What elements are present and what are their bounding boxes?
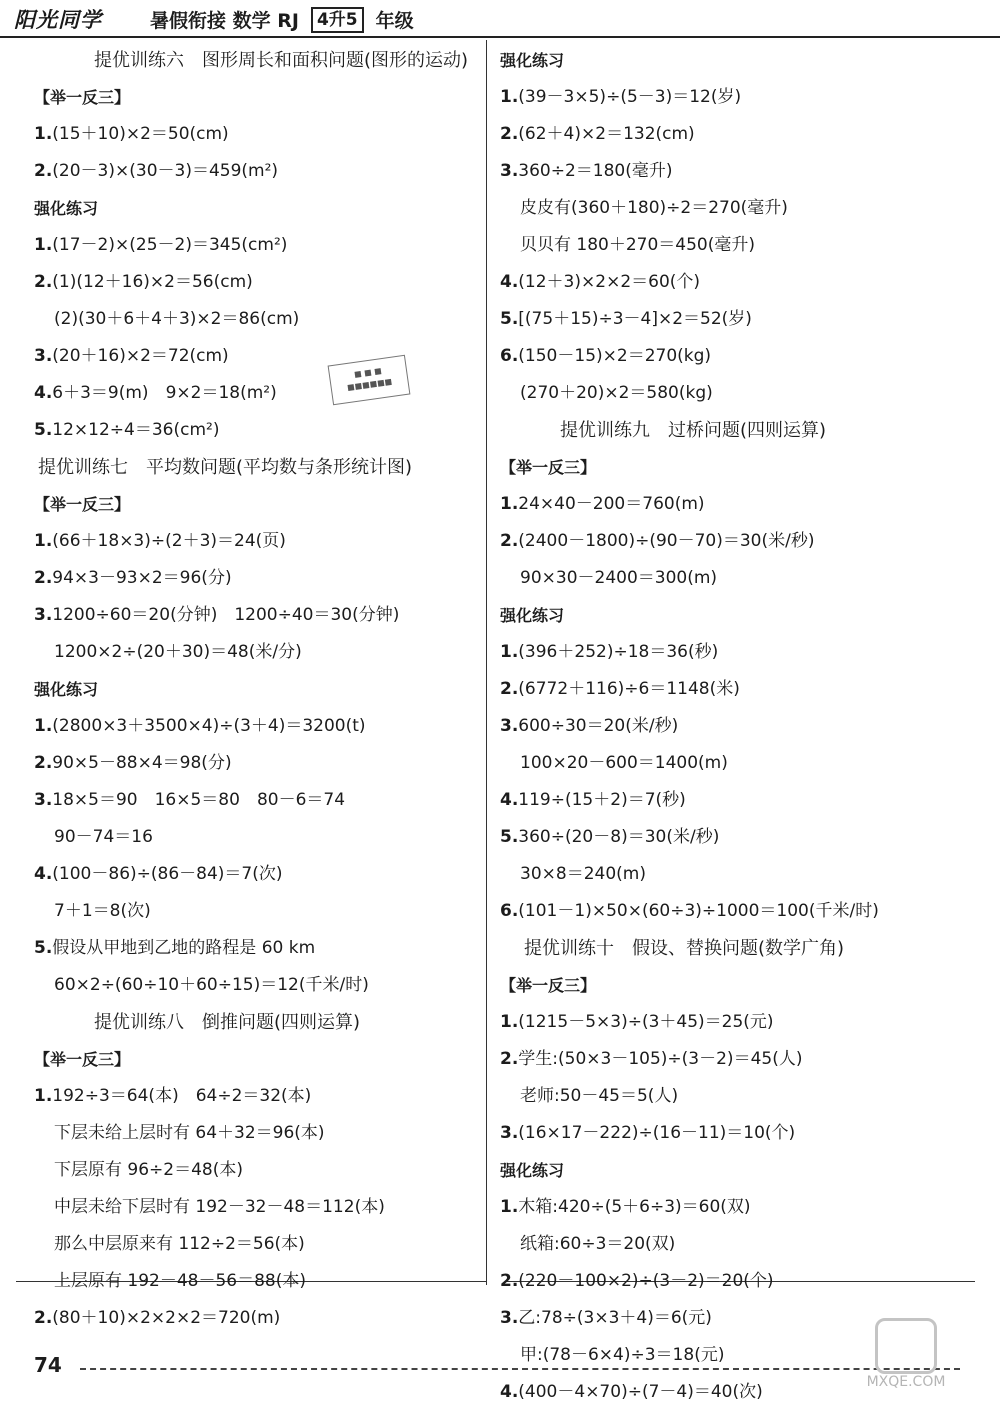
answer-continuation [34, 1226, 504, 1263]
line-text: 360÷2＝180(毫升) [518, 161, 673, 181]
answer-item [500, 523, 970, 560]
line-text: 强化练习 [34, 199, 99, 218]
answer-item [500, 1041, 970, 1078]
item-number: 2. [34, 568, 53, 588]
line-text: 强化练习 [500, 606, 565, 625]
item-number: 2. [500, 1271, 519, 1291]
item-number: 3. [500, 1308, 519, 1328]
answer-item [34, 1078, 504, 1115]
line-text: (150－15)×2＝270(kg) [518, 346, 712, 366]
line-text: 18×5＝90 16×5＝80 80－6＝74 [52, 790, 346, 810]
item-number: 5. [500, 827, 519, 847]
item-number: 1. [34, 124, 53, 144]
answer-item [500, 708, 970, 745]
line-text: 1200÷60＝20(分钟) 1200÷40＝30(分钟) [52, 605, 400, 625]
item-number: 3. [34, 605, 53, 625]
line-text: [(75＋15)÷3－4]×2＝52(岁) [518, 309, 752, 329]
subsection-label [500, 1152, 970, 1189]
section-heading [34, 42, 504, 79]
answer-item [500, 264, 970, 301]
line-text: (1)(12＋16)×2＝56(cm) [52, 272, 253, 292]
line-text: 老师:50－45＝5(人) [520, 1086, 679, 1106]
line-text: (80＋10)×2×2×2＝720(m) [52, 1308, 281, 1328]
item-number: 1. [34, 1086, 53, 1106]
answer-item [34, 745, 504, 782]
answer-continuation [500, 227, 970, 264]
line-text: 24×40－200＝760(m) [518, 494, 705, 514]
line-text: (220－100×2)÷(3－2)＝20(个) [518, 1271, 774, 1291]
answer-item [500, 1189, 970, 1226]
item-number: 5. [500, 309, 519, 329]
item-number: 4. [500, 272, 519, 292]
line-text: 【举一反三】 [500, 458, 597, 477]
answer-item [500, 338, 970, 375]
answer-item [500, 1263, 970, 1300]
line-text: 上层原有 192－48－56＝88(本) [54, 1271, 307, 1291]
line-text: 6＋3＝9(m) 9×2＝18(m²) [52, 383, 277, 403]
line-text: 强化练习 [500, 51, 565, 70]
brand-logo: 阳光同学 [14, 8, 102, 32]
answer-item [500, 153, 970, 190]
answer-item [34, 560, 504, 597]
item-number: 2. [500, 1049, 519, 1069]
header-title: 暑假衔接 数学 RJ [150, 10, 299, 32]
line-text: 12×12÷4＝36(cm²) [52, 420, 220, 440]
subsection-label [34, 79, 504, 116]
answer-item [34, 597, 504, 634]
answer-continuation [500, 745, 970, 782]
line-text: 94×3－93×2＝96(分) [52, 568, 232, 588]
item-number: 5. [34, 420, 53, 440]
line-text: 下层原有 96÷2＝48(本) [54, 1160, 243, 1180]
answer-item [34, 782, 504, 819]
answer-continuation [500, 375, 970, 412]
item-number: 2. [34, 1308, 53, 1328]
answer-item [34, 375, 504, 412]
line-text: 90×5－88×4＝98(分) [52, 753, 232, 773]
item-number: 3. [500, 716, 519, 736]
left-column [34, 42, 504, 1337]
answer-item [34, 930, 504, 967]
answer-item [34, 116, 504, 153]
answer-item [34, 708, 504, 745]
header-divider [0, 36, 1000, 38]
answer-item [500, 782, 970, 819]
item-number: 3. [34, 346, 53, 366]
line-text: (66＋18×3)÷(2＋3)＝24(页) [52, 531, 286, 551]
answer-item [500, 116, 970, 153]
subsection-label [34, 1041, 504, 1078]
watermark [826, 1318, 986, 1390]
section-heading [500, 412, 970, 449]
line-text: 提优训练九 过桥问题(四则运算) [560, 420, 827, 441]
item-number: 1. [500, 1197, 519, 1217]
line-text: 100×20－600＝1400(m) [520, 753, 728, 773]
subsection-label [500, 42, 970, 79]
answer-continuation [500, 560, 970, 597]
line-text: 【举一反三】 [34, 1050, 131, 1069]
answer-continuation [34, 301, 504, 338]
line-text: 木箱:420÷(5＋6÷3)＝60(双) [518, 1197, 751, 1217]
line-text: 强化练习 [500, 1161, 565, 1180]
subsection-label [500, 967, 970, 1004]
item-number: 4. [500, 790, 519, 810]
line-text: (101－1)×50×(60÷3)÷1000＝100(千米/时) [518, 901, 879, 921]
line-text: (62＋4)×2＝132(cm) [518, 124, 695, 144]
line-text: (15＋10)×2＝50(cm) [52, 124, 229, 144]
line-text: (17－2)×(25－2)＝345(cm²) [52, 235, 288, 255]
line-text: (2800×3＋3500×4)÷(3＋4)＝3200(t) [52, 716, 366, 736]
line-text: 提优训练七 平均数问题(平均数与条形统计图) [38, 457, 413, 478]
answer-item [34, 523, 504, 560]
grade-badge: 4升5 [311, 7, 364, 33]
answer-item [500, 1115, 970, 1152]
answer-item [500, 819, 970, 856]
answer-continuation [500, 1078, 970, 1115]
line-text: 600÷30＝20(米/秒) [518, 716, 679, 736]
item-number: 2. [34, 753, 53, 773]
answer-continuation [34, 634, 504, 671]
watermark-logo-icon [875, 1318, 937, 1374]
section-heading [34, 449, 504, 486]
item-number: 5. [34, 938, 53, 958]
subsection-label [34, 190, 504, 227]
page-header [0, 0, 1000, 40]
line-text: 乙:78÷(3×3＋4)＝6(元) [518, 1308, 712, 1328]
line-text: 提优训练八 倒推问题(四则运算) [94, 1012, 361, 1033]
line-text: (1215－5×3)÷(3＋45)＝25(元) [518, 1012, 774, 1032]
answer-continuation [500, 190, 970, 227]
line-text: 90－74＝16 [54, 827, 153, 847]
item-number: 1. [34, 716, 53, 736]
answer-item [34, 856, 504, 893]
answer-item [34, 412, 504, 449]
right-column [500, 42, 970, 1411]
header-title-group [150, 6, 414, 33]
line-text: (39－3×5)÷(5－3)＝12(岁) [518, 87, 742, 107]
item-number: 1. [34, 531, 53, 551]
line-text: 提优训练六 图形周长和面积问题(图形的运动) [94, 50, 469, 71]
answer-continuation [500, 1226, 970, 1263]
grade-suffix: 年级 [375, 10, 414, 32]
line-text: (270＋20)×2＝580(kg) [520, 383, 713, 403]
answer-continuation [34, 1189, 504, 1226]
line-text: (20＋16)×2＝72(cm) [52, 346, 229, 366]
item-number: 2. [34, 161, 53, 181]
answer-item [34, 264, 504, 301]
item-number: 1. [500, 1012, 519, 1032]
line-text: 90×30－2400＝300(m) [520, 568, 718, 588]
item-number: 6. [500, 346, 519, 366]
stamp-graphic: ■ ■ ■ ■■■■■■ [328, 355, 411, 405]
line-text: 皮皮有(360＋180)÷2＝270(毫升) [520, 198, 788, 218]
item-number: 1. [34, 235, 53, 255]
line-text: 7＋1＝8(次) [54, 901, 151, 921]
answer-item [34, 153, 504, 190]
answer-item [500, 301, 970, 338]
answer-item [34, 1300, 504, 1337]
item-number: 3. [500, 161, 519, 181]
line-text: 提优训练十 假设、替换问题(数学广角) [524, 938, 845, 959]
line-text: (400－4×70)÷(7－4)＝40(次) [518, 1382, 763, 1402]
answer-continuation [34, 1115, 504, 1152]
line-text: 30×8＝240(m) [520, 864, 646, 884]
answer-item [500, 1004, 970, 1041]
line-text: 贝贝有 180＋270＝450(毫升) [520, 235, 756, 255]
line-text: (2400－1800)÷(90－70)＝30(米/秒) [518, 531, 815, 551]
line-text: (396＋252)÷18＝36(秒) [518, 642, 719, 662]
answer-item [500, 634, 970, 671]
page-number: 74 [34, 1353, 62, 1377]
line-text: (20－3)×(30－3)＝459(m²) [52, 161, 279, 181]
item-number: 2. [500, 679, 519, 699]
item-number: 2. [500, 124, 519, 144]
line-text: 192÷3＝64(本) 64÷2＝32(本) [52, 1086, 312, 1106]
item-number: 1. [500, 494, 519, 514]
line-text: 60×2÷(60÷10＋60÷15)＝12(千米/时) [54, 975, 369, 995]
line-text: (16×17－222)÷(16－11)＝10(个) [518, 1123, 796, 1143]
answer-item [34, 227, 504, 264]
answer-item [500, 671, 970, 708]
item-number: 4. [500, 1382, 519, 1402]
answer-continuation [34, 967, 504, 1004]
item-number: 6. [500, 901, 519, 921]
line-text: (6772＋116)÷6＝1148(米) [518, 679, 740, 699]
line-text: 学生:(50×3－105)÷(3－2)＝45(人) [518, 1049, 803, 1069]
line-text: 甲:(78－6×4)÷3＝18(元) [520, 1345, 725, 1365]
answer-item [34, 338, 504, 375]
line-text: 中层未给下层时有 192－32－48＝112(本) [54, 1197, 385, 1217]
line-text: 【举一反三】 [34, 88, 131, 107]
answer-continuation [34, 1152, 504, 1189]
line-text: 那么中层原来有 112÷2＝56(本) [54, 1234, 305, 1254]
item-number: 4. [34, 383, 53, 403]
line-text: 下层未给上层时有 64＋32＝96(本) [54, 1123, 325, 1143]
line-text: 1200×2÷(20＋30)＝48(米/分) [54, 642, 302, 662]
subsection-label [500, 449, 970, 486]
line-text: 119÷(15＋2)＝7(秒) [518, 790, 686, 810]
answer-continuation [34, 1263, 504, 1300]
subsection-label [34, 671, 504, 708]
section-heading [34, 1004, 504, 1041]
answer-continuation [34, 819, 504, 856]
item-number: 2. [500, 531, 519, 551]
subsection-label [500, 597, 970, 634]
item-number: 2. [34, 272, 53, 292]
answer-item [500, 79, 970, 116]
watermark-site: MXQE.COM [866, 1374, 946, 1390]
item-number: 1. [500, 87, 519, 107]
answer-item [500, 486, 970, 523]
line-text: (100－86)÷(86－84)＝7(次) [52, 864, 283, 884]
subsection-label [34, 486, 504, 523]
line-text: 360÷(20－8)＝30(米/秒) [518, 827, 720, 847]
answer-item [500, 893, 970, 930]
item-number: 3. [34, 790, 53, 810]
line-text: (2)(30＋6＋4＋3)×2＝86(cm) [54, 309, 300, 329]
line-text: (12＋3)×2×2＝60(个) [518, 272, 701, 292]
line-text: 【举一反三】 [500, 976, 597, 995]
answer-continuation [500, 856, 970, 893]
line-text: 假设从甲地到乙地的路程是 60 km [52, 938, 316, 958]
item-number: 1. [500, 642, 519, 662]
item-number: 3. [500, 1123, 519, 1143]
line-text: 强化练习 [34, 680, 99, 699]
item-number: 4. [34, 864, 53, 884]
answer-continuation [34, 893, 504, 930]
section-heading [500, 930, 970, 967]
line-text: 【举一反三】 [34, 495, 131, 514]
line-text: 纸箱:60÷3＝20(双) [520, 1234, 676, 1254]
